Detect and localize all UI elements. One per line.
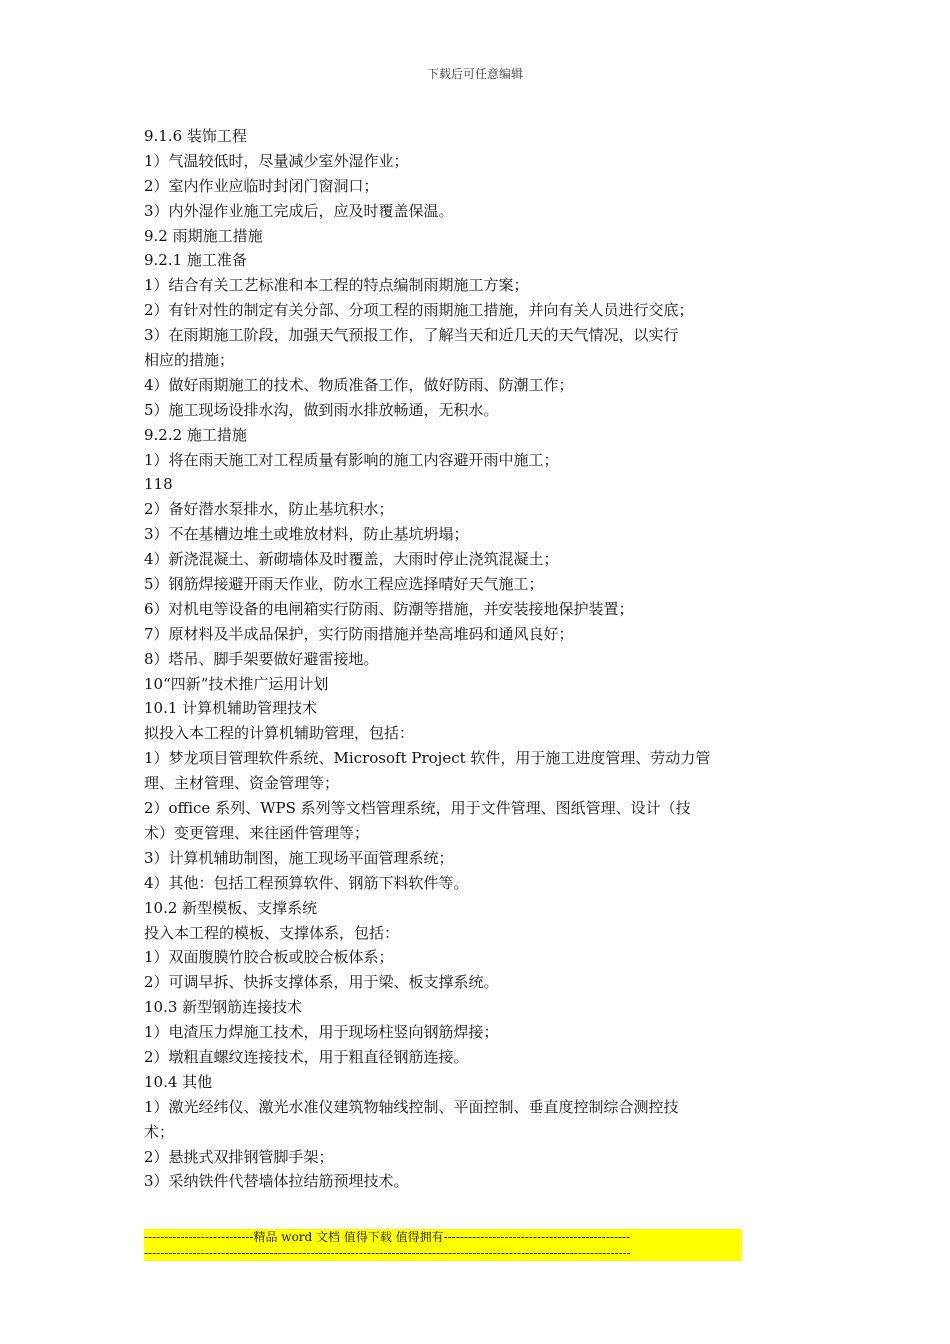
footer-divider: ------------------------------------------------------------------------------------------------------------------------: [144, 1245, 742, 1261]
text-line: 3）计算机辅助制图，施工现场平面管理系统；: [144, 848, 454, 867]
footer-banner: ---------------------------精品 word 文档 值得下载 值得拥有----------------------------------------------: [144, 1229, 742, 1245]
text-line: 9.1.6 装饰工程: [144, 127, 247, 145]
text-line: 10.3 新型钢筋连接技术: [144, 998, 303, 1017]
text-line: 9.2 雨期施工措施: [144, 226, 263, 245]
text-line: 2）悬挑式双排钢管脚手架；: [144, 1147, 334, 1166]
text-line: 2）有针对性的制定有关分部、分项工程的雨期施工措施，并向有关人员进行交底；: [144, 301, 694, 320]
text-line: 10.4 其他: [144, 1072, 213, 1091]
text-line: 2）office 系列、WPS 系列等文档管理系统，用于文件管理、图纸管理、设计（技: [144, 799, 691, 818]
text-line: 相应的措施；: [144, 351, 235, 370]
text-line: 术）变更管理、来往函件管理等；: [144, 823, 370, 842]
text-line: 7）原材料及半成品保护，实行防雨措施并垫高堆码和通风良好；: [144, 624, 574, 643]
text-line: 3）内外湿作业施工完成后，应及时覆盖保温。: [144, 201, 454, 220]
text-line: 9.2.1 施工准备: [144, 251, 247, 270]
text-line: 1）电渣压力焊施工技术，用于现场柱竖向钢筋焊接；: [144, 1023, 499, 1042]
text-line: 4）其他：包括工程预算软件、钢筋下料软件等。: [144, 873, 469, 892]
text-line: 拟投入本工程的计算机辅助管理，包括：: [144, 724, 415, 743]
text-line: 1）结合有关工艺标准和本工程的特点编制雨期施工方案；: [144, 276, 529, 295]
text-line: 1）双面腹膜竹胶合板或胶合板体系；: [144, 948, 394, 967]
page-header: 下载后可任意编辑: [426, 67, 523, 81]
text-line: 理、主材管理、资金管理等；: [144, 774, 340, 793]
text-line: 4）做好雨期施工的技术、物质准备工作，做好防雨、防潮工作；: [144, 375, 574, 394]
page-footer: [144, 1229, 742, 1261]
text-line: 6）对机电等设备的电闸箱实行防雨、防潮等措施，并安装接地保护装置；: [144, 599, 634, 618]
text-line: 118: [144, 475, 173, 494]
text-line: 1）激光经纬仪、激光水准仪建筑物轴线控制、平面控制、垂直度控制综合测控技: [144, 1097, 679, 1116]
text-line: 10“四新”技术推广运用计划: [144, 674, 329, 693]
text-line: 3）采纳铁件代替墙体拉结筋预埋技术。: [144, 1172, 409, 1191]
text-line: 5）钢筋焊接避开雨天作业，防水工程应选择晴好天气施工；: [144, 575, 544, 594]
text-line: 8）塔吊、脚手架要做好避雷接地。: [144, 649, 379, 668]
text-line: 投入本工程的模板、支撑体系，包括：: [144, 923, 400, 942]
text-line: 5）施工现场设排水沟，做到雨水排放畅通，无积水。: [144, 400, 499, 419]
text-line: 2）室内作业应临时封闭门窗洞口；: [144, 176, 379, 195]
text-line: 9.2.2 施工措施: [144, 425, 247, 444]
text-line: 3）不在基槽边堆土或堆放材料，防止基坑坍塌；: [144, 525, 469, 544]
text-line: 1）梦龙项目管理软件系统、Microsoft Project 软件，用于施工进度管理、劳动力管: [144, 749, 711, 768]
text-line: 1）将在雨天施工对工程质量有影响的施工内容避开雨中施工；: [144, 450, 559, 469]
text-line: 10.1 计算机辅助管理技术: [144, 699, 318, 718]
text-line: 1）气温较低时，尽量减少室外湿作业；: [144, 151, 409, 170]
text-line: 4）新浇混凝土、新砌墙体及时覆盖，大雨时停止浇筑混凝土；: [144, 550, 559, 569]
text-line: 2）可调早拆、快拆支撑体系，用于梁、板支撑系统。: [144, 973, 499, 992]
text-line: 3）在雨期施工阶段，加强天气预报工作，了解当天和近几天的天气情况，以实行: [144, 326, 679, 345]
text-line: 10.2 新型模板、支撑系统: [144, 898, 318, 917]
text-line: 2）墩粗直螺纹连接技术，用于粗直径钢筋连接。: [144, 1047, 469, 1066]
text-line: 术；: [144, 1122, 175, 1141]
text-line: 2）备好潜水泵排水，防止基坑积水；: [144, 500, 394, 519]
document-body: [144, 124, 754, 1194]
